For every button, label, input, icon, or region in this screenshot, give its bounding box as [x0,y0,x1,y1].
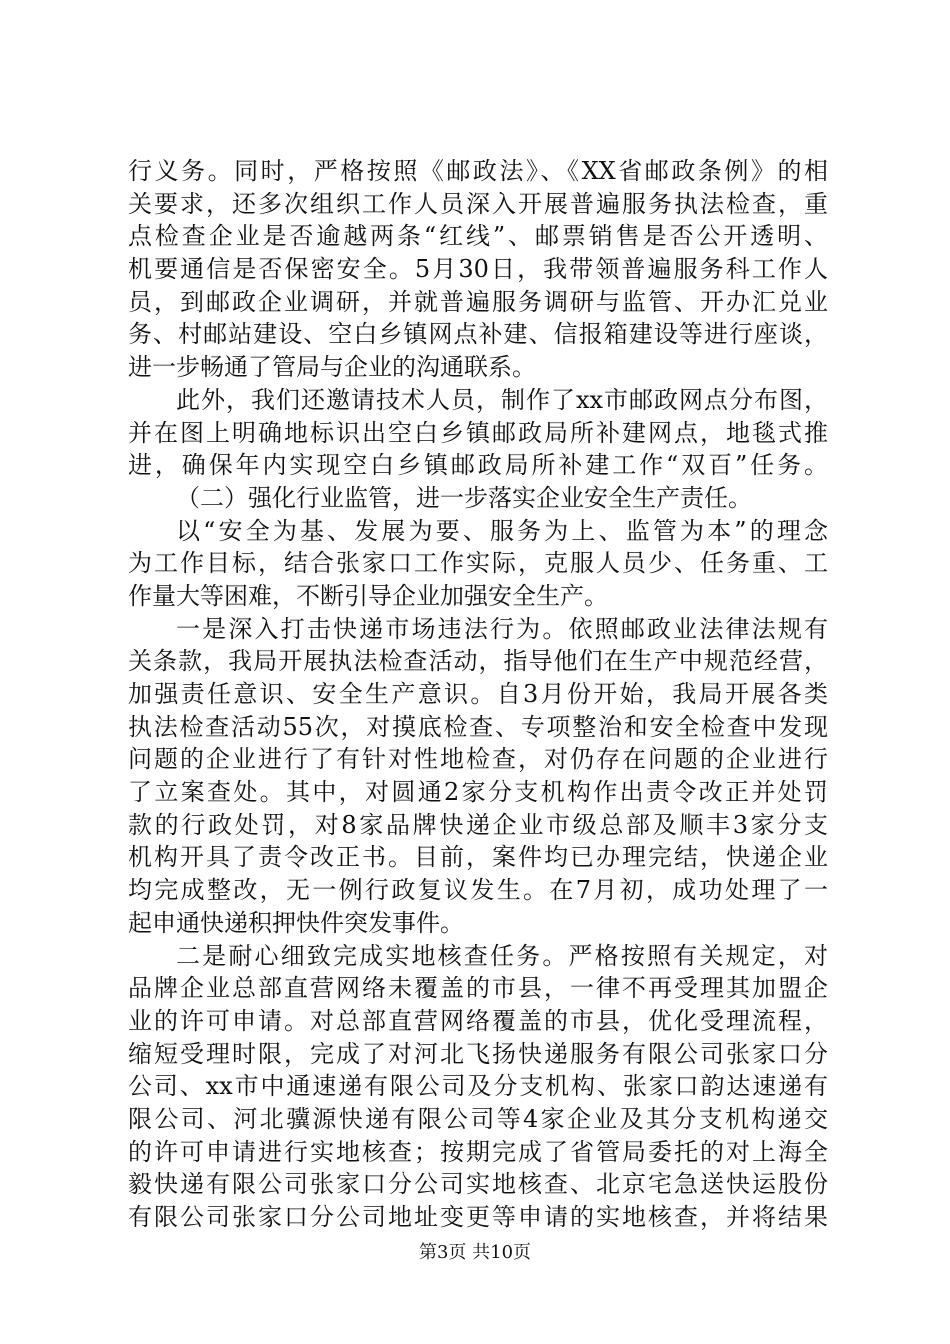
page-number-footer: 第3页 共10页 [418,1242,532,1263]
text-line: 款的行政处罚，对8家品牌快递企业市级总部及顺丰3家分支 [128,810,828,839]
text-line: 机构开具了责令改正书。目前，案件均已办理完结，快递企业 [128,843,828,872]
text-line: 有限公司张家口分公司地址变更等申请的实地核查，并将结果 [128,1203,828,1231]
text-line: 了立案查处。其中，对圆通2家分支机构作出责令改正并处罚 [128,778,828,807]
text-line: （二）强化行业监管，进一步落实企业安全生产责任。 [176,483,752,512]
text-line: 二是耐心细致完成实地核查任务。严格按照有关规定，对 [176,941,828,970]
text-line: 作量大等困难，不断引导企业加强安全生产。 [128,581,608,610]
text-line: 业的许可申请。对总部直营网络覆盖的市县，优化受理流程， [128,1006,828,1035]
text-line: 务、村邮站建设、空白乡镇网点补建、信报箱建设等进行座谈， [128,320,828,349]
text-line: 加强责任意识、安全生产意识。自3月份开始，我局开展各类 [128,680,828,708]
text-line: 执法检查活动55次，对摸底检查、专项整治和安全检查中发现 [128,712,828,741]
text-line: 为工作目标，结合张家口工作实际，克服人员少、任务重、工 [128,549,828,578]
text-line: 行义务。同时，严格按照《邮政法》、《XX省邮政条例》的相 [128,157,828,185]
text-line: 均完成整改，无一例行政复议发生。在7月初，成功处理了一 [128,876,828,905]
text-line: 以“安全为基、发展为要、服务为上、监管为本”的理念 [176,516,828,545]
text-line: 关要求，还多次组织工作人员深入开展普遍服务执法检查，重 [128,189,828,218]
text-line: 问题的企业进行了有针对性地检查，对仍存在问题的企业进行 [128,745,828,774]
text-line: 机要通信是否保密安全。5月30日，我带领普遍服务科工作人 [128,255,828,284]
text-line: 进，确保年内实现空白乡镇邮政局所补建工作“双百”任务。 [128,451,828,480]
text-line: 品牌企业总部直营网络未覆盖的市县，一律不再受理其加盟企 [128,974,828,1003]
text-line: 此外，我们还邀请技术人员，制作了xx市邮政网点分布图， [176,385,828,414]
text-line: 限公司、河北骥源快递有限公司等4家企业及其分支机构递交 [128,1104,828,1133]
text-line: 员，到邮政企业调研，并就普遍服务调研与监管、开办汇兑业 [128,287,828,316]
text-line: 公司、xx市中通速递有限公司及分支机构、张家口韵达速递有 [128,1072,828,1101]
text-line: 关条款，我局开展执法检查活动，指导他们在生产中规范经营， [128,647,828,676]
text-line: 一是深入打击快递市场违法行为。依照邮政业法律法规有 [176,614,828,643]
text-line: 毅快递有限公司张家口分公司实地核查、北京宅急送快运股份 [128,1170,828,1199]
text-line: 并在图上明确地标识出空白乡镇邮政局所补建网点，地毯式推 [128,418,828,447]
text-line: 点检查企业是否逾越两条“红线”、邮票销售是否公开透明、 [128,222,828,251]
text-line: 起申通快递积押快件突发事件。 [128,908,464,937]
text-line: 的许可申请进行实地核查；按期完成了省管局委托的对上海全 [128,1137,828,1166]
text-line: 进一步畅通了管局与企业的沟通联系。 [128,353,536,382]
text-line: 缩短受理时限，完成了对河北飞扬快递服务有限公司张家口分 [128,1039,828,1068]
document-body [128,155,828,1234]
